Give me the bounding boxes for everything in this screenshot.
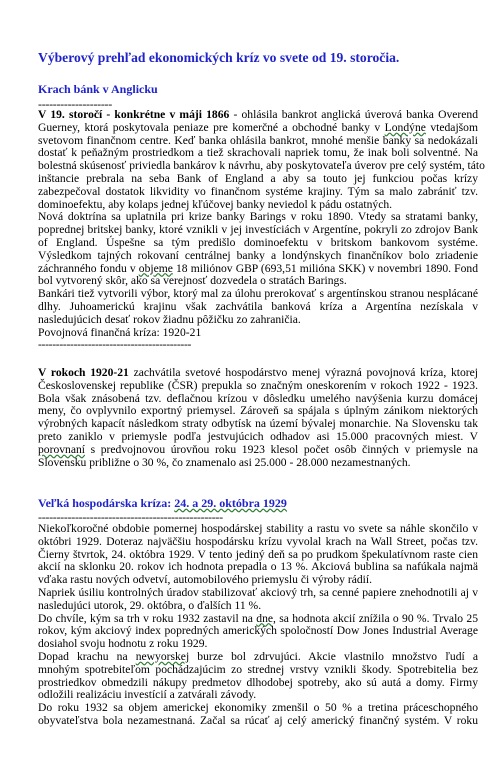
line-text: prostriedkov obmedzili nákupy predmetov dlhodobej spotreby, ako sú autá a domy. Firmy bbox=[38, 675, 478, 689]
page-title: Výberový prehľad ekonomických kríz vo svete od 19. storočia. bbox=[38, 50, 400, 65]
line-text: zabezpečoval dostatok likvidity vo finančnom systéme krajiny. Tým sa malo zabrániť tzv. bbox=[38, 184, 478, 198]
line-text: nasledujúci utorok, 29. októbra, o ďalších 11 %. bbox=[38, 598, 262, 612]
line-text: dominoefektu, aby kolaps jednej kľúčovej banky neviedol k pádu ostatných. bbox=[38, 197, 393, 211]
spellcheck-word: Londýne bbox=[384, 120, 426, 134]
line-text: Bola však znásobená tzv. deflačnou krízou v dôsledku umelého navýšenia kurzu domácej bbox=[38, 391, 478, 405]
line-text: Slovensku približne o 30 %, čo znamenalo asi 25.000 - 28.000 nezamestnaných. bbox=[38, 455, 411, 469]
text-divider bbox=[38, 339, 478, 352]
line-text: inštancie prebrala na seba Bank of England a aby sa touto jej funkciou počas krízy bbox=[38, 171, 478, 185]
bold-lead: V 19. storočí - konkrétne v máji 1866 bbox=[38, 108, 230, 121]
line-text: zachvátila svetové hospodárstvo menej výrazná povojnová kríza, ktorej bbox=[128, 366, 478, 379]
section-body-postwar-crisis bbox=[38, 367, 478, 469]
line-text: preto zaniklo v priemysle podľa jestvujúcich odhadov asi 15.000 pracovných miest. V bbox=[38, 429, 478, 443]
line-text: októbri 1929. Doteraz najväčšiu hospodársku krízu vyvolal krach na Wall Street, počas tzv. bbox=[38, 534, 478, 548]
line-text: mnohým spotrebiteľom pochádzajúcim zo strednej vrstvy vznikli škody. Spotrebitelia bez bbox=[38, 662, 478, 676]
line-text: Niekoľkoročné obdobie pomernej hospodárskej stability a rastu vo svete sa náhle skončilo v bbox=[38, 522, 478, 535]
line-text: of England. Úspešne sa tým predišlo dominoefektu v britskom bankovom systéme. bbox=[38, 235, 478, 249]
section-body-great-depression bbox=[38, 523, 478, 728]
line-text: obyvateľstva bola nezamestnaná. Začal sa rúcať aj celý americký finančný systém. V roku bbox=[38, 713, 478, 727]
line-text: dosiahol svoju hodnotu z roku 1929. bbox=[38, 637, 208, 651]
line-text: meny, čo ovplyvnilo exportný priemysel. Zároveň sa spájala s úplným zánikom niektorých bbox=[38, 404, 478, 418]
line-text-rest: 18 miliónov GBP (693,51 milióna SKK) v novembri 1890. Fond bbox=[172, 261, 478, 275]
spellcheck-word: dne bbox=[256, 611, 274, 625]
bold-lead: V rokoch 1920-21 bbox=[38, 366, 129, 379]
section-body-bank-crash bbox=[38, 108, 485, 352]
section-divider: -------------------- bbox=[38, 97, 112, 111]
line-text: výrobných kapacít následkom straty odbytísk na území bývalej monarchie. Na Slovensku tak bbox=[38, 417, 478, 431]
line-text: dlhy. Juhoamerickú krajinu však zachvátila banková kríza a Argentína nezískala v bbox=[38, 299, 478, 313]
heading-dates: 24. a 29. októbra 1929 bbox=[174, 496, 287, 510]
line-text: rokov, kým akciový index popredných amerických spoločností Dow Jones Industrial Average bbox=[38, 624, 478, 638]
line-text: Do chvíle, kým sa trh v roku 1932 zastavil na bbox=[38, 611, 257, 625]
section-divider: -------------------------------------------------- bbox=[38, 510, 223, 524]
text-line bbox=[38, 715, 478, 728]
spellcheck-word: newyorskej bbox=[135, 649, 190, 663]
line-text: záchranného fondu v bbox=[38, 261, 139, 275]
line-text: Nová doktrína sa uplatnila pri krize banky Barings v roku 1890. Vtedy sa stratami banky, bbox=[38, 210, 478, 224]
line-text: svetovom finančnom centre. Keď banka ohlásila bankrot, mnohé menšie banky sa nedokázali bbox=[38, 133, 478, 147]
section-heading-bank-crash-england: Krach bánk v Anglicku bbox=[38, 82, 158, 96]
line-text: bolestná skúsenosť priviedla bankárov k návrhu, aby poskytovateľa úverov pre celý systém, táto bbox=[38, 159, 485, 173]
line-text: dostať k peňažným prostriedkom a tiež skrachovali napriek tomu, že inak boli solventné. Na bbox=[38, 146, 478, 160]
line-text: Napriek úsiliu kontrolných úradov stabilizovať akciový trh, sa cenné papiere znehodnotili aj v bbox=[38, 585, 478, 599]
section-heading-great-depression bbox=[38, 496, 287, 511]
line-text-rest: , sa hodnota akcií znížila o 90 %. Trvalo 25 bbox=[273, 611, 478, 625]
line-text-rest: vtedajšom bbox=[425, 120, 478, 134]
line-text: Československej republike (ČSR) prepukla so značným oneskorením v rokoch 1922 - 1923. bbox=[38, 378, 478, 392]
line-text: nasledujúcich desať rokov žiadnu pôžičku zo zahraničia. bbox=[38, 312, 301, 326]
line-text: Výsledkom tajných rokovaní centrálnej banky a londýnskych finančníkov bolo zriadenie bbox=[38, 248, 478, 262]
line-text: ------------------------------------------- bbox=[38, 338, 192, 352]
line-text: Dopad krachu na bbox=[38, 649, 136, 663]
line-text: poprednej britskej banky, ktoré vznikli v jej investíciách v Argentíne, pokryli zo zdrojov Bank bbox=[38, 223, 478, 237]
line-text: odložili realizáciu investícií a zatvárali závody. bbox=[38, 688, 257, 702]
line-text-rest: s predvojnovou úrovňou roku 1923 klesol počet osôb činných v priemysle na bbox=[85, 442, 478, 456]
spellcheck-word: porovnaní bbox=[38, 442, 86, 456]
line-text: Do roku 1932 sa objem americkej ekonomiky zmenšil o 50 % a tretina práceschopného bbox=[38, 701, 478, 715]
line-text: akcií na sklonku 20. rokov ich hodnota prepadla o 13 %. Akciová bublina sa nafúkala najmä bbox=[38, 560, 478, 574]
line-text: Čierny štvrtok, 24. októbra 1929. V tento jediný deň sa po prudkom špekulatívnom raste cien bbox=[38, 547, 478, 561]
line-text: Guerney, ktorá poskytovala peniaze pre komerčné a obchodné banky v bbox=[38, 120, 385, 134]
line-text: vďaka rastu nových odvetví, automobilového priemyslu či výroby rádií. bbox=[38, 573, 372, 587]
line-text: Bankári tiež vytvorili výbor, ktorý mal za úlohu prerokovať s argentínskou stranou nesplácané bbox=[38, 287, 478, 301]
spellcheck-word: objeme bbox=[138, 261, 173, 275]
text-line bbox=[38, 457, 478, 470]
line-text: Povojnová finančná kríza: 1920-21 bbox=[38, 325, 202, 339]
heading-prefix: Veľká hospodárska kríza: bbox=[38, 496, 175, 510]
line-text: - ohlásila bankrot anglická úverová banka Overend bbox=[229, 108, 478, 121]
line-text-rest: burze bol zdrvujúci. Akcie vlastnilo množstvo ľudí a bbox=[189, 649, 478, 663]
line-text: bol vytvorený skôr, ako sa verejnosť dozvedela o stratách Barings. bbox=[38, 274, 347, 288]
